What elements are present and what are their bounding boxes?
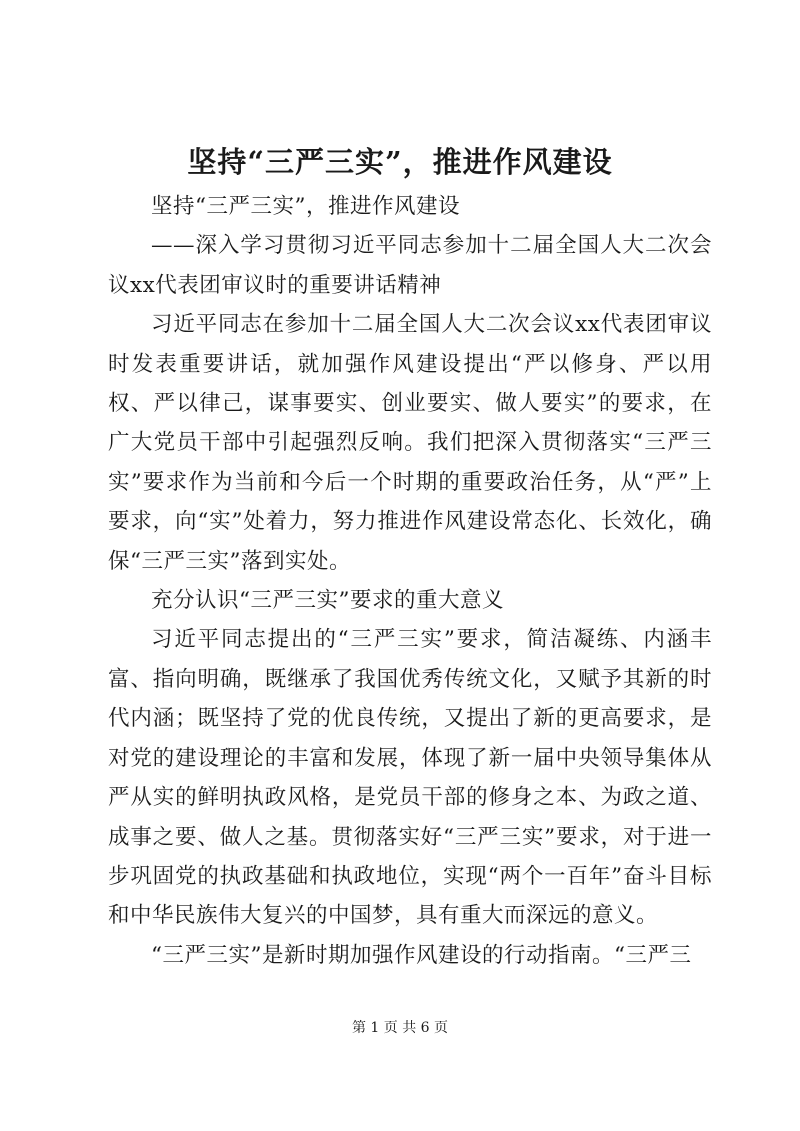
paragraph-guide: “三严三实”是新时期加强作风建设的行动指南。“三严三: [151, 942, 692, 968]
paragraph-intro: 习近平同志在参加十二届全国人大二次会议xx代表团审议时发表重要讲话，就加强作风建设提出“严以修身、严以用权、严以律己，谋事要实、创业要实、做人要实”的要求，在广大党员干部中引起强烈反响。我们把深入贯彻落实“三严三实”要求作为当前和今后一个时期的重要政治任务，从“严”上要求，向“实”处着力，努力推进作风建设常态化、长效化，确保“三严三实”落到实处。: [108, 312, 712, 574]
paragraph-subheading: ——深入学习贯彻习近平同志参加十二届全国人大二次会议xx代表团审议时的重要讲话精神: [108, 233, 712, 298]
document-title: 坚持“三严三实”，推进作风建设: [187, 145, 613, 179]
paragraph-subtitle: 坚持“三严三实”，推进作风建设: [151, 194, 460, 219]
page-number-footer: 第 1 页 共 6 页: [351, 1020, 449, 1036]
paragraph-significance: 习近平同志提出的“三严三实”要求，简洁凝练、内涵丰富、指向明确，既继承了我国优秀传统文化，又赋予其新的时代内涵；既坚持了党的优良传统，又提出了新的更高要求，是对党的建设理论的丰富和发展，体现了新一届中央领导集体从严从实的鲜明执政风格，是党员干部的修身之本、为政之道、成事之要、做人之基。贯彻落实好“三严三实”要求，对于进一步巩固党的执政基础和执政地位，实现“两个一百年”奋斗目标和中华民族伟大复兴的中国梦，具有重大而深远的意义。: [108, 627, 712, 929]
document-body: [108, 187, 712, 975]
paragraph-section-heading: 充分认识“三严三实”要求的重大意义: [151, 588, 504, 614]
